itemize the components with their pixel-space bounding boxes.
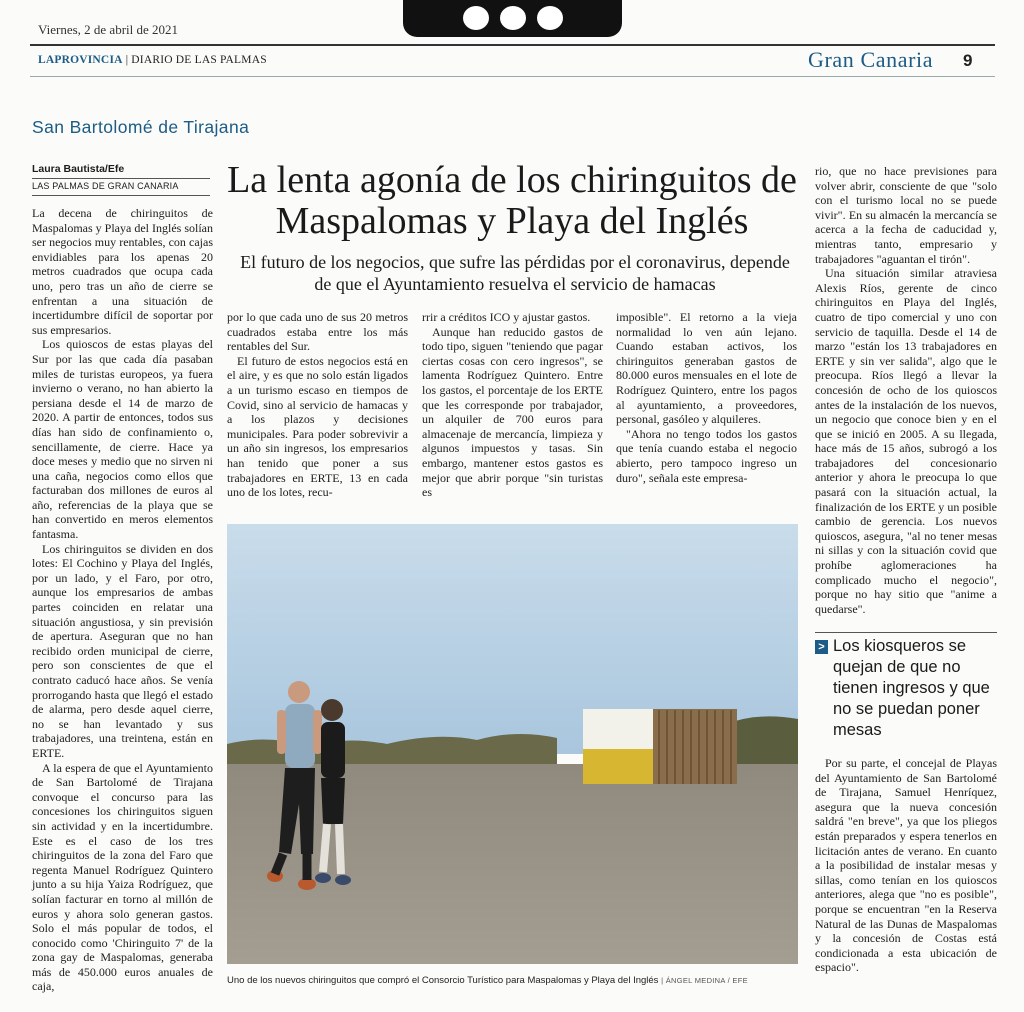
dateline: LAS PALMAS DE GRAN CANARIA [32,181,179,191]
paragraph: rio, que no hace previsiones para volver abrir, consciente de que "solo con el turismo local no se puede vivir". En su almacén la mercancía se acerca a la fecha de caducidad y, mientras tanto, empresario y trabajadores "aguantan el tirón". [815,164,997,266]
notch-dot-icon [537,6,563,30]
dateline-rule [32,195,210,196]
paragraph: A la espera de que el Ayuntamiento de San Bartolomé de Tirajana convoque el concurso para las concesiones los chiringuitos siguen sin actividad y en la incertidumbre. Este es el caso de los tres chiringuitos de la zona del Faro que regenta Manuel Rodríguez Quintero junto a su hija Yaiza Rodríguez, que solían facturar en torno al millón de euros y ahora solo generan gastos. Solo el más popular de todos, el conocido como 'Chiringuito 7' de la zona gay de Maspalomas, generaba más de 450.000 euros anuales de caja, [32,760,213,994]
brand-name: LAPROVINCIA [38,54,123,66]
article-column-4 [616,310,797,485]
article-column-5 [815,164,997,616]
paragraph: La decena de chiringuitos de Maspalomas y Playa del Inglés solían ser negocios muy rentables, con cajas envidiables para los apenas 20 metros cuadrados que ocupa cada uno, pero tras un año de cierre se enfrentan a una situación de incertidumbre difícil de soportar por sus empresarios. [32,206,213,337]
camera-notch [403,0,622,37]
pull-quote-rule [815,632,997,633]
byline: Laura Bautista/Efe [32,163,125,175]
paragraph: El futuro de estos negocios está en el aire, y es que no solo están ligados a un turismo escaso en tiempos de Covid, sino al servicio de hamacas y a los plazos y decisiones municipales. Para poder sobrevivir a un año sin ingresos, los empresarios han tenido que poner a sus trabajadores en ERTE, 13 en cada uno de los lotes, recu- [227,353,408,500]
issue-date: Viernes, 2 de abril de 2021 [38,22,179,37]
subheadline: El futuro de los negocios, que sufre las pérdidas por el coronavirus, depende de que el Ayuntamiento resuelva el servicio de hamacas [240,252,790,294]
pull-quote: Los kiosqueros se quejan de que no tienen ingresos y que no se puedan poner mesas [833,637,990,739]
paragraph: "Ahora no tengo todos los gastos que tenía cuando estaba el negocio abierto, pero tampoco ingreso un duro", señala este empresa- [616,426,797,485]
article-column-2 [227,310,408,500]
top-rule [30,44,995,46]
byline-rule [32,178,210,179]
notch-dot-icon [500,6,526,30]
brand-subtitle: | DIARIO DE LAS PALMAS [125,54,267,66]
paragraph: Aunque han reducido gastos de todo tipo, siguen "teniendo que pagar ciertas cosas con cero ingresos", se lamenta Rodríguez Quintero. Entre los gastos, el porcentaje de los ERTE que les corresponde por trabajador, un alquiler de 700 euros para almacenaje de mercancía, limpieza y algunos impuestos y tasas. Sin embargo, mantener estos gastos es mejor que abrir porque "sin turistas es [422,324,603,500]
paragraph: rrir a créditos ICO y ajustar gastos. [422,310,591,324]
masthead [38,54,267,66]
paragraph: por lo que cada uno de sus 20 metros cuadrados estaba entre los más rentables del Sur. [227,310,408,354]
paragraph: Los quioscos de estas playas del Sur por las que cada día pasaban miles de turistas europeos, ya fuera invierno o verano, no han abierto la persiana desde el 14 de marzo de 2020. A partir de entonces, todos sus días han sido de confinamiento o, sencillamente, de cierre. Hace ya doce meses y medio que no sirven ni una caña, negocios como ellos que facturaban dos millones de euros al año, referencias de la playa que se han convertido en meros elementos fantasma. [32,337,213,542]
page-number: 9 [963,51,973,70]
caption-text: Uno de los nuevos chiringuitos que compró el Consorcio Turístico para Maspalomas y Playa del Inglés [227,975,659,986]
photo-credit: | ÁNGEL MEDINA / EFE [661,976,748,985]
photo-caption [227,975,802,986]
arrow-icon: > [815,640,828,654]
beach-photo [227,524,798,964]
paragraph: Por su parte, el concejal de Playas del Ayuntamiento de San Bartolomé de Tirajana, Samuel Henríquez, asegura que la nueva concesión saldrá "en breve", ya que los pliegos están preparados y espera tenerlos en licitación antes de verano. En cuanto a la posibilidad de instalar mesas y sillas, como tenían en los quioscos anteriores, alega que "no es posible", porque se encuentran "en la Reserva Natural de las Dunas de Maspalomas y la concesión de Costas está condicionada a esta ubicación de espacio". [815,756,997,975]
kiosk [583,709,737,784]
paragraph: Una situación similar atraviesa Alexis Ríos, gerente de cinco chiringuitos en Playa del Inglés, cuatro de tipo comercial y uno con servicio de taquilla. Desde el 14 de marzo "están los 13 trabajadores en ERTE y sin ver salida", algo que le preocupa. Ríos llegó a llevar la concesión de ocho de los quioscos antes de la instalación de los nuevos, un negocio que conoce bien y en el que se inició en 2005. A su llegada, hace más de 15 años, subrogó a los trabajadores del concesionario anterior y ahora le preocupa lo que pasará con la situación actual, la finalización de los ERTE y un posible cambio de gerencia. Los nuevos quioscos, asegura, "al no tener mesas ni sillas y con la situación covid que prohíbe aglomeraciones ha complicado mucho el negocio", porque no hay sitio que "anime a quedarse". [815,266,997,616]
headline: La lenta agonía de los chiringuitos de Maspalomas y Playa del Inglés [227,159,797,242]
paragraph: imposible". El retorno a la vieja normalidad lo ven aún lejano. Cuando estaban activos, los chiringuitos generaban gastos de 80.000 euros mensuales en el lote de Rodríguez Quintero, entre los pagos al ayuntamiento, a proveedores, personal, gasóleo y alquileres. [616,310,797,427]
notch-dot-icon [463,6,489,30]
article-column-3 [422,310,603,500]
paragraph: Los chiringuitos se dividen en dos lotes: El Cochino y Playa del Inglés, por un lado, y el Faro, por otro, aunque los empresarios de ambas partes coinciden en relatar una situación angustiosa, y sin previsión de apertura. Aseguran que no han recibido orden municipal de cierre, pero son conscientes de que el contrato caducó hace años. Se venía prorrogando hasta que llegó el estado de alarma, pero desde aquel cierre, no se han levantado y sus trabajadores, una treintena, están en ERTE. [32,541,213,760]
section-title: Gran Canaria [808,47,934,72]
article-column-1 [32,206,213,994]
locality-heading: San Bartolomé de Tirajana [32,117,250,137]
article-column-5-continued [815,756,997,975]
masthead-rule [30,76,995,77]
